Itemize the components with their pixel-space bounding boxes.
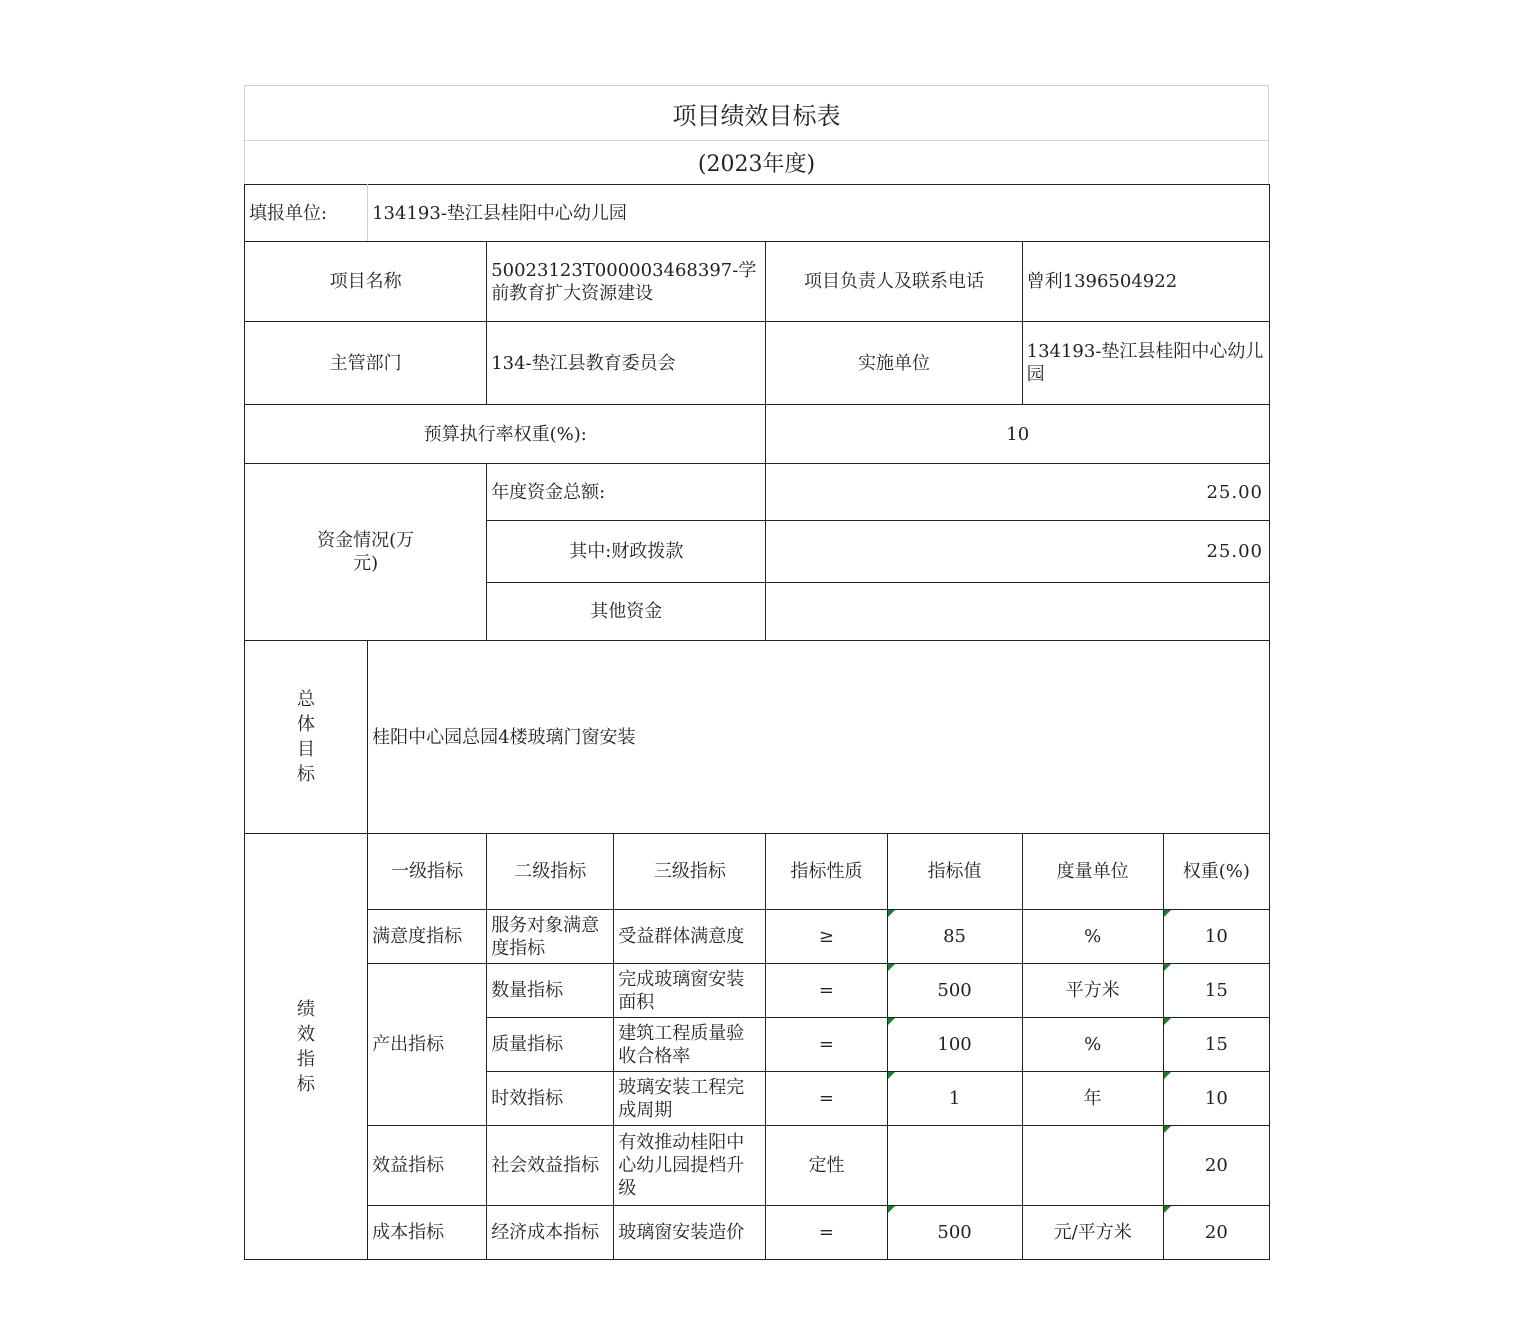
budget-rate-row xyxy=(245,405,1270,464)
funds-label: 资金情况(万元) xyxy=(245,464,487,641)
row-weight: 20 xyxy=(1163,1126,1269,1206)
row-l3: 玻璃窗安装造价 xyxy=(614,1206,766,1260)
unit-label: 填报单位: xyxy=(245,185,368,242)
row-unit: 年 xyxy=(1022,1072,1163,1126)
header-l1: 一级指标 xyxy=(368,834,487,910)
row-l3: 玻璃安装工程完成周期 xyxy=(614,1072,766,1126)
unit-value: 134193-垫江县桂阳中心幼儿园 xyxy=(368,185,1270,242)
header-l3: 三级指标 xyxy=(614,834,766,910)
goal-label: 总体目标 xyxy=(245,641,368,834)
year-subtitle: (2023年度) xyxy=(697,152,816,177)
row-l1: 效益指标 xyxy=(368,1126,487,1206)
row-value: 100 xyxy=(887,1018,1022,1072)
header-value: 指标值 xyxy=(887,834,1022,910)
row-l2: 数量指标 xyxy=(487,964,614,1018)
row-weight: 20 xyxy=(1163,1206,1269,1260)
header-unit: 度量单位 xyxy=(1022,834,1163,910)
leader-label: 项目负责人及联系电话 xyxy=(766,242,1022,322)
dept-row xyxy=(245,322,1270,405)
row-l2: 时效指标 xyxy=(487,1072,614,1126)
row-weight: 15 xyxy=(1163,964,1269,1018)
row-nature: = xyxy=(766,1072,887,1126)
row-unit: % xyxy=(1022,910,1163,964)
table-row xyxy=(245,910,1270,964)
page-title: 项目绩效目标表 xyxy=(245,86,1268,141)
goal-row xyxy=(245,641,1270,834)
target-table xyxy=(244,184,1270,1260)
project-name-value: 50023123T000003468397-学前教育扩大资源建设 xyxy=(487,242,766,322)
funds-fiscal-label: 其中:财政拨款 xyxy=(487,521,766,583)
project-row xyxy=(245,242,1270,322)
table-row xyxy=(245,1126,1270,1206)
row-l3: 受益群体满意度 xyxy=(614,910,766,964)
row-nature: = xyxy=(766,1206,887,1260)
row-value: 500 xyxy=(887,1206,1022,1260)
row-l1: 成本指标 xyxy=(368,1206,487,1260)
row-l1: 满意度指标 xyxy=(368,910,487,964)
row-l2: 社会效益指标 xyxy=(487,1126,614,1206)
impl-value: 134193-垫江县桂阳中心幼儿园 xyxy=(1022,322,1269,405)
funds-total-label: 年度资金总额: xyxy=(487,464,766,521)
performance-target-sheet xyxy=(244,85,1269,1260)
header-l2: 二级指标 xyxy=(487,834,614,910)
header-weight: 权重(%) xyxy=(1163,834,1269,910)
funds-total-row xyxy=(245,464,1270,521)
table-row xyxy=(245,964,1270,1018)
row-l3: 建筑工程质量验收合格率 xyxy=(614,1018,766,1072)
table-row xyxy=(245,1206,1270,1260)
row-unit: 平方米 xyxy=(1022,964,1163,1018)
row-unit: 元/平方米 xyxy=(1022,1206,1163,1260)
funds-fiscal-value: 25.00 xyxy=(766,521,1270,583)
goal-value: 桂阳中心园总园4楼玻璃门窗安装 xyxy=(368,641,1270,834)
row-value: 500 xyxy=(887,964,1022,1018)
header-nature: 指标性质 xyxy=(766,834,887,910)
row-nature: = xyxy=(766,1018,887,1072)
sheet-header xyxy=(244,85,1269,184)
row-l2: 经济成本指标 xyxy=(487,1206,614,1260)
row-l2: 服务对象满意度指标 xyxy=(487,910,614,964)
funds-other-value xyxy=(766,583,1270,641)
dept-label: 主管部门 xyxy=(245,322,487,405)
row-l3: 完成玻璃窗安装面积 xyxy=(614,964,766,1018)
row-nature: = xyxy=(766,964,887,1018)
row-value: 1 xyxy=(887,1072,1022,1126)
funds-total-value: 25.00 xyxy=(766,464,1270,521)
leader-value: 曾利1396504922 xyxy=(1022,242,1269,322)
impl-label: 实施单位 xyxy=(766,322,1022,405)
row-value xyxy=(887,1126,1022,1206)
budget-rate-value: 10 xyxy=(766,405,1270,464)
row-l2: 质量指标 xyxy=(487,1018,614,1072)
row-unit: % xyxy=(1022,1018,1163,1072)
row-weight: 10 xyxy=(1163,1072,1269,1126)
row-nature: 定性 xyxy=(766,1126,887,1206)
row-weight: 15 xyxy=(1163,1018,1269,1072)
row-l3: 有效推动桂阳中心幼儿园提档升级 xyxy=(614,1126,766,1206)
row-nature: ≥ xyxy=(766,910,887,964)
project-name-label: 项目名称 xyxy=(245,242,487,322)
budget-rate-label: 预算执行率权重(%): xyxy=(245,405,766,464)
row-weight: 10 xyxy=(1163,910,1269,964)
funds-other-label: 其他资金 xyxy=(487,583,766,641)
dept-value: 134-垫江县教育委员会 xyxy=(487,322,766,405)
row-unit xyxy=(1022,1126,1163,1206)
perf-label: 绩效指标 xyxy=(245,834,368,1260)
unit-row xyxy=(245,185,1270,242)
row-value: 85 xyxy=(887,910,1022,964)
row-l1: 产出指标 xyxy=(368,964,487,1126)
indicator-header-row xyxy=(245,834,1270,910)
